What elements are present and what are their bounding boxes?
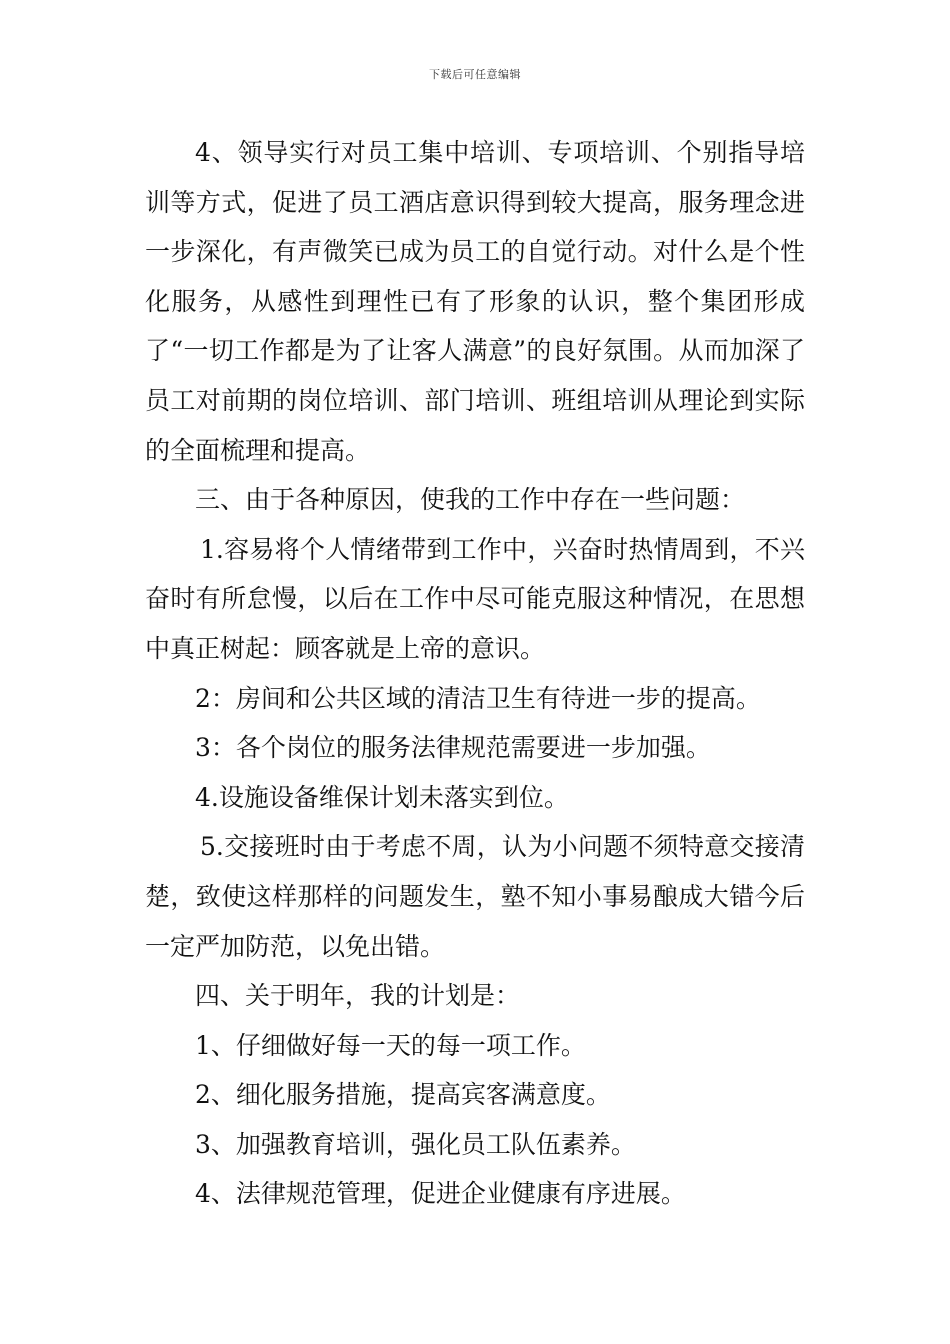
- paragraph-plan-3: 3、加强教育培训，强化员工队伍素养。: [195, 1129, 636, 1159]
- paragraph-problem-2: 2：房间和公共区域的清洁卫生有待进一步的提高。: [195, 683, 761, 713]
- document-body: [145, 128, 805, 1219]
- paragraph-plan-4: 4、法律规范管理，促进企业健康有序进展。: [195, 1179, 686, 1209]
- paragraph-problems-heading: 三、由于各种原因，使我的工作中存在一些问题：: [195, 485, 746, 515]
- paragraph-training: 4、领导实行对员工集中培训、专项培训、个别指导培训等方式，促进了员工酒店意识得到较大提高，服务理念进一步深化，有声微笑已成为员工的自觉行动。对什么是个性化服务，从感性到理性已有了形象的认识，整个集团形成了“一切工作都是为了让客人满意”的良好氛围。从而加深了员工对前期的岗位培训、部门培训、班组培训从理论到实际的全面梳理和提高。: [145, 138, 805, 465]
- paragraph-plan-1: 1、仔细做好每一天的每一项工作。: [195, 1030, 586, 1060]
- paragraph-plan-heading: 四、关于明年，我的计划是：: [195, 981, 521, 1011]
- paragraph-problem-1: 1.容易将个人情绪带到工作中，兴奋时热情周到，不兴奋时有所怠慢，以后在工作中尽可能克服这种情况，在思想中真正树起：顾客就是上帝的意识。: [145, 534, 805, 663]
- paragraph-problem-3: 3：各个岗位的服务法律规范需要进一步加强。: [195, 733, 711, 763]
- header-note: 下载后可任意编辑: [429, 68, 521, 81]
- paragraph-problem-5: 5.交接班时由于考虑不周，认为小问题不须特意交接清楚，致使这样那样的问题发生，塾不知小事易酿成大错今后一定严加防范，以免出错。: [145, 832, 805, 961]
- paragraph-problem-4: 4.设施设备维保计划未落实到位。: [195, 782, 569, 812]
- paragraph-plan-2: 2、细化服务措施，提高宾客满意度。: [195, 1080, 611, 1110]
